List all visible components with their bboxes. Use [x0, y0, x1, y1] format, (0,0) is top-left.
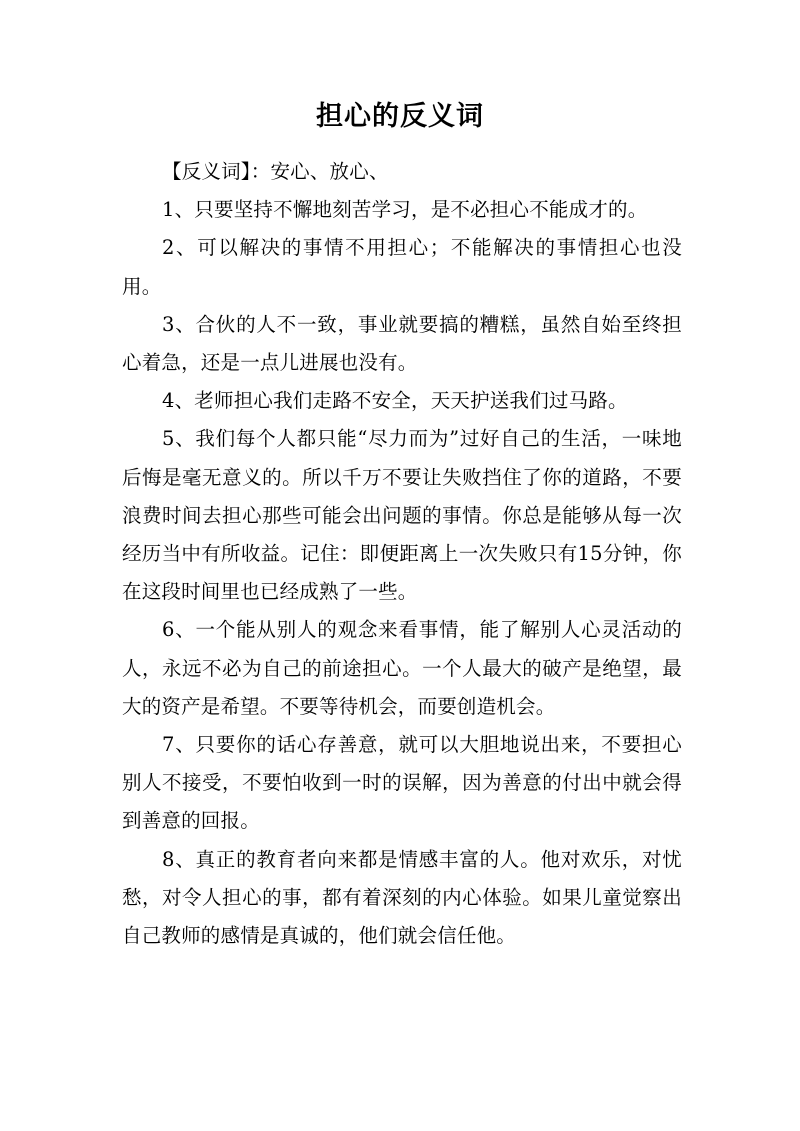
example-sentence-1: 1、只要坚持不懈地刻苦学习，是不必担心不能成才的。: [162, 198, 648, 222]
example-sentence-3: 3、合伙的人不一致，事业就要搞的糟糕，虽然自始至终担心着急，还是一点儿进展也没有。: [122, 312, 682, 375]
document-body: [122, 153, 682, 955]
example-sentence-8: 8、真正的教育者向来都是情感丰富的人。他对欢乐，对忧愁，对令人担心的事，都有着深刻的内心体验。如果儿童觉察出自己教师的感情是真诚的，他们就会信任他。: [122, 847, 682, 948]
example-sentence-6: 6、一个能从别人的观念来看事情，能了解别人心灵活动的人，永远不必为自己的前途担心。一个人最大的破产是绝望，最大的资产是希望。不要等待机会，而要创造机会。: [122, 618, 682, 718]
page-title: 担心的反义词: [316, 101, 484, 132]
antonyms-line: 【反义词】：安心、放心、: [162, 160, 389, 183]
example-sentence-5: 5、我们每个人都只能“尽力而为”过好自己的生活，一味地后悔是毫无意义的。所以千万不要让失败挡住了你的道路，不要浪费时间去担心那些可能会出问题的事情。你总是能够从每一次经历当中有所收益。记住：即便距离上一次失败只有15分钟，你在这段时间里也已经成熟了一些。: [122, 427, 682, 604]
example-sentence-7: 7、只要你的话心存善意，就可以大胆地说出来，不要担心别人不接受，不要怕收到一时的误解，因为善意的付出中就会得到善意的回报。: [122, 733, 682, 833]
example-sentence-4: 4、老师担心我们走路不安全，天天护送我们过马路。: [162, 389, 628, 413]
example-sentence-2: 2、可以解决的事情不用担心；不能解决的事情担心也没用。: [122, 236, 682, 298]
